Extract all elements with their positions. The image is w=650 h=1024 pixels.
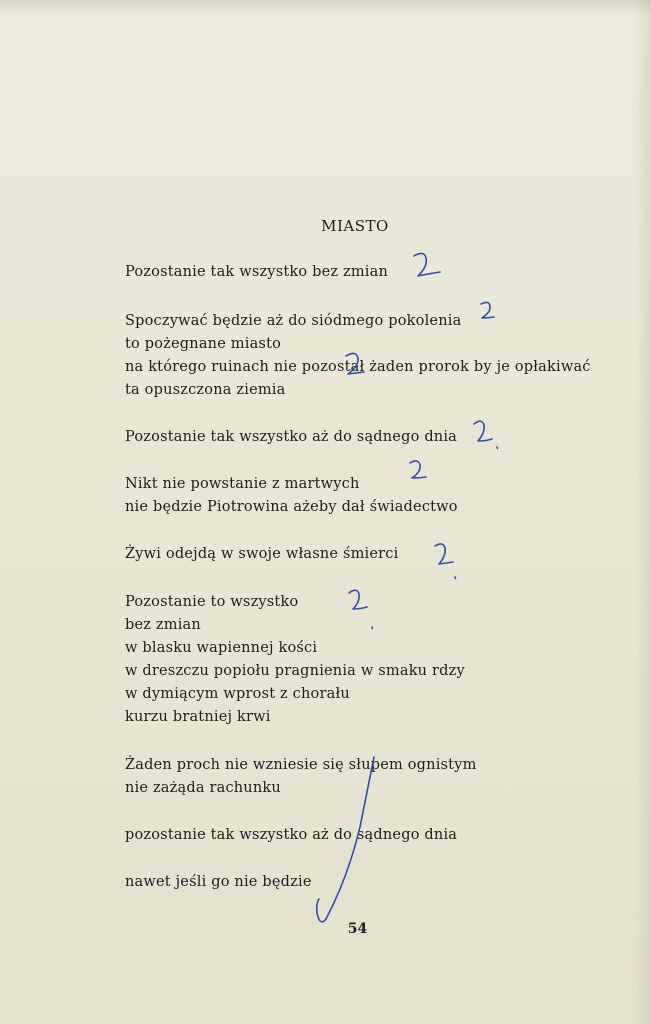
page-top-shadow [0, 0, 650, 14]
poem-line: nawet jeśli go nie będzie [125, 874, 312, 890]
poem-line: kurzu bratniej krwi [125, 709, 271, 725]
poem-line: Pozostanie tak wszystko aż do sądnego dnia [125, 429, 458, 445]
poem-line: na którego ruinach nie pozostał żaden prorok by je opłakiwać [125, 359, 591, 375]
poem-line: pozostanie tak wszystko aż do sądnego dnia [125, 827, 458, 843]
page-number: 54 [347, 921, 368, 937]
poem-line: w dreszczu popiołu pragnienia w smaku rdzy [125, 663, 465, 679]
poem-line: nie zażąda rachunku [125, 780, 281, 796]
poem-line: Pozostanie to wszystko [125, 594, 299, 610]
page-right-shadow [636, 0, 650, 1024]
poem-line: Spoczywać będzie aż do siódmego pokolenia [125, 313, 462, 329]
poem-title: MIASTO [321, 217, 389, 235]
poem-line: bez zmian [125, 617, 201, 633]
poem-line: ta opuszczona ziemia [125, 382, 286, 398]
poem-line: w blasku wapiennej kości [125, 640, 318, 656]
poem-line: Nikt nie powstanie z martwych [125, 476, 360, 492]
poem-line: to pożegnane miasto [125, 336, 282, 352]
poem-line: Żywi odejdą w swoje własne śmierci [125, 546, 399, 562]
poem-line: Żaden proch nie wzniesie się słupem ognistym [125, 757, 477, 773]
poem-line: w dymiącym wprost z chorału [125, 686, 350, 702]
poem-line: Pozostanie tak wszystko bez zmian [125, 264, 389, 280]
poem-line: nie będzie Piotrowina ażeby dał świadectwo [125, 499, 458, 515]
